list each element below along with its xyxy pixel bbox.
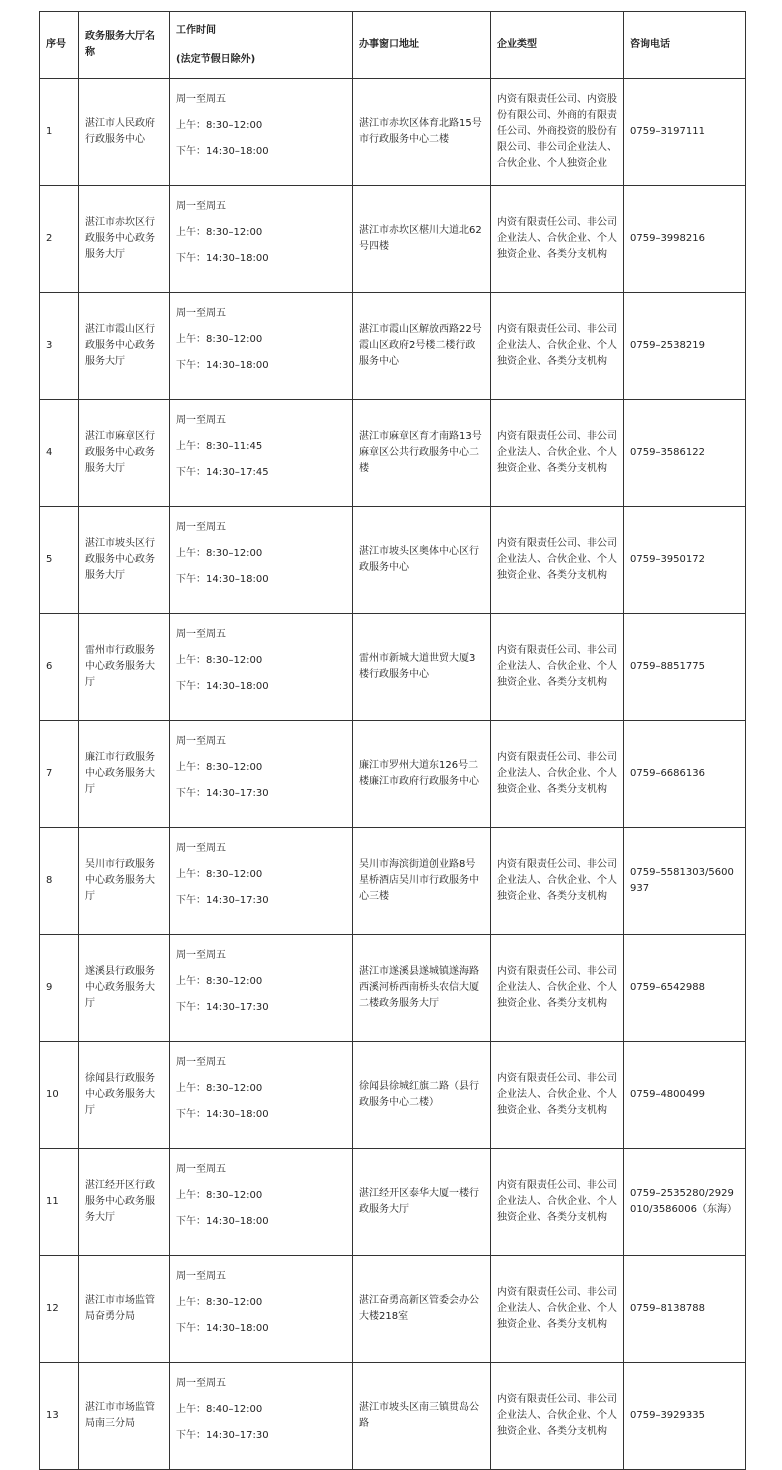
table-row (40, 828, 746, 935)
hours-am: 上午：8:30–12:00 (176, 976, 263, 987)
hours-am: 上午：8:30–12:00 (176, 869, 263, 880)
hours-pm: 下午：14:30–18:00 (176, 1323, 269, 1334)
cell-types: 内资有限责任公司、非公司企业法人、合伙企业、个人独资企业、各类分支机构 (491, 1256, 624, 1363)
cell-hours (170, 1149, 353, 1256)
hours-days: 周一至周五 (176, 522, 226, 533)
hours-days: 周一至周五 (176, 415, 226, 426)
cell-hall: 湛江市麻章区行政服务中心政务服务大厅 (79, 400, 170, 507)
cell-hall: 遂溪县行政服务中心政务服务大厅 (79, 935, 170, 1042)
cell-hours (170, 186, 353, 293)
cell-phone: 0759–2538219 (624, 293, 746, 400)
cell-address: 湛江市赤坎区体育北路15号市行政服务中心二楼 (353, 79, 491, 186)
cell-phone: 0759–8138788 (624, 1256, 746, 1363)
cell-hours (170, 293, 353, 400)
cell-no: 1 (40, 79, 79, 186)
table-row (40, 1042, 746, 1149)
cell-types: 内资有限责任公司、非公司企业法人、合伙企业、个人独资企业、各类分支机构 (491, 507, 624, 614)
cell-address: 湛江经开区泰华大厦一楼行政服务大厅 (353, 1149, 491, 1256)
cell-types: 内资有限责任公司、非公司企业法人、合伙企业、个人独资企业、各类分支机构 (491, 828, 624, 935)
hours-days: 周一至周五 (176, 736, 226, 747)
cell-address: 湛江市坡头区南三镇贯岛公路 (353, 1363, 491, 1470)
header-hours-title: 工作时间 (176, 25, 216, 36)
cell-hall: 湛江市赤坎区行政服务中心政务服务大厅 (79, 186, 170, 293)
hours-days: 周一至周五 (176, 950, 226, 961)
table-row (40, 721, 746, 828)
header-no: 序号 (40, 12, 79, 79)
hours-days: 周一至周五 (176, 94, 226, 105)
table-row (40, 186, 746, 293)
cell-no: 9 (40, 935, 79, 1042)
hours-pm: 下午：14:30–18:00 (176, 574, 269, 585)
table-row (40, 1256, 746, 1363)
cell-no: 8 (40, 828, 79, 935)
hours-pm: 下午：14:30–18:00 (176, 146, 269, 157)
cell-hall: 湛江市人民政府行政服务中心 (79, 79, 170, 186)
hours-pm: 下午：14:30–17:45 (176, 467, 269, 478)
hours-am: 上午：8:30–12:00 (176, 227, 263, 238)
hours-pm: 下午：14:30–17:30 (176, 1002, 269, 1013)
cell-hours (170, 507, 353, 614)
cell-phone: 0759–6686136 (624, 721, 746, 828)
cell-types: 内资有限责任公司、非公司企业法人、合伙企业、个人独资企业、各类分支机构 (491, 293, 624, 400)
header-phone: 咨询电话 (624, 12, 746, 79)
table-row (40, 79, 746, 186)
cell-hall: 湛江市市场监管局南三分局 (79, 1363, 170, 1470)
hours-days: 周一至周五 (176, 308, 226, 319)
hours-days: 周一至周五 (176, 843, 226, 854)
cell-phone: 0759–3950172 (624, 507, 746, 614)
cell-hall: 湛江市坡头区行政服务中心政务服务大厅 (79, 507, 170, 614)
table-row (40, 1149, 746, 1256)
cell-no: 10 (40, 1042, 79, 1149)
cell-types: 内资有限责任公司、非公司企业法人、合伙企业、个人独资企业、各类分支机构 (491, 1363, 624, 1470)
table-row (40, 935, 746, 1042)
header-hours (170, 12, 353, 79)
cell-address: 湛江市霞山区解放西路22号霞山区政府2号楼二楼行政服务中心 (353, 293, 491, 400)
cell-hall: 湛江经开区行政服务中心政务服务大厅 (79, 1149, 170, 1256)
table-header-row (40, 12, 746, 79)
cell-phone: 0759–3586122 (624, 400, 746, 507)
header-types: 企业类型 (491, 12, 624, 79)
cell-types: 内资有限责任公司、非公司企业法人、合伙企业、个人独资企业、各类分支机构 (491, 935, 624, 1042)
table-row (40, 507, 746, 614)
hours-am: 上午：8:30–12:00 (176, 548, 263, 559)
cell-hall: 廉江市行政服务中心政务服务大厅 (79, 721, 170, 828)
hours-am: 上午：8:30–11:45 (176, 441, 263, 452)
cell-hours (170, 1042, 353, 1149)
cell-no: 5 (40, 507, 79, 614)
cell-address: 湛江奋勇高新区管委会办公大楼218室 (353, 1256, 491, 1363)
hours-days: 周一至周五 (176, 1378, 226, 1389)
cell-address: 湛江市赤坎区椹川大道北62号四楼 (353, 186, 491, 293)
hours-am: 上午：8:30–12:00 (176, 1190, 263, 1201)
cell-types: 内资有限责任公司、非公司企业法人、合伙企业、个人独资企业、各类分支机构 (491, 400, 624, 507)
cell-no: 7 (40, 721, 79, 828)
cell-no: 4 (40, 400, 79, 507)
cell-phone: 0759–4800499 (624, 1042, 746, 1149)
cell-address: 吴川市海滨街道创业路8号星桥酒店吴川市行政服务中心三楼 (353, 828, 491, 935)
hours-am: 上午：8:30–12:00 (176, 655, 263, 666)
cell-phone: 0759–3929335 (624, 1363, 746, 1470)
cell-hours (170, 1256, 353, 1363)
cell-address: 廉江市罗州大道东126号二楼廉江市政府行政服务中心 (353, 721, 491, 828)
hours-am: 上午：8:30–12:00 (176, 334, 263, 345)
cell-hall: 湛江市霞山区行政服务中心政务服务大厅 (79, 293, 170, 400)
hours-days: 周一至周五 (176, 1271, 226, 1282)
cell-phone: 0759–3197111 (624, 79, 746, 186)
header-hours-note: (法定节假日除外) (176, 54, 256, 65)
header-address: 办事窗口地址 (353, 12, 491, 79)
cell-hours (170, 614, 353, 721)
table-row (40, 400, 746, 507)
hours-pm: 下午：14:30–17:30 (176, 895, 269, 906)
hours-days: 周一至周五 (176, 1057, 226, 1068)
hours-pm: 下午：14:30–17:30 (176, 788, 269, 799)
cell-hours (170, 1363, 353, 1470)
hours-days: 周一至周五 (176, 1164, 226, 1175)
hours-am: 上午：8:30–12:00 (176, 1297, 263, 1308)
cell-types: 内资有限责任公司、非公司企业法人、合伙企业、个人独资企业、各类分支机构 (491, 721, 624, 828)
hours-am: 上午：8:40–12:00 (176, 1404, 263, 1415)
cell-hall: 湛江市市场监管局奋勇分局 (79, 1256, 170, 1363)
cell-no: 13 (40, 1363, 79, 1470)
hours-days: 周一至周五 (176, 629, 226, 640)
cell-no: 12 (40, 1256, 79, 1363)
table-row (40, 1363, 746, 1470)
cell-hours (170, 400, 353, 507)
hours-am: 上午：8:30–12:00 (176, 1083, 263, 1094)
hours-pm: 下午：14:30–18:00 (176, 360, 269, 371)
cell-phone: 0759–8851775 (624, 614, 746, 721)
cell-phone: 0759–2535280/2929010/3586006（东海） (624, 1149, 746, 1256)
cell-address: 湛江市遂溪县遂城镇遂海路西溪河桥西南桥头农信大厦二楼政务服务大厅 (353, 935, 491, 1042)
cell-types: 内资有限责任公司、非公司企业法人、合伙企业、个人独资企业、各类分支机构 (491, 1042, 624, 1149)
cell-address: 湛江市坡头区奥体中心区行政服务中心 (353, 507, 491, 614)
cell-no: 11 (40, 1149, 79, 1256)
cell-phone: 0759–6542988 (624, 935, 746, 1042)
cell-types: 内资有限责任公司、内资股份有限公司、外商的有限责任公司、外商投资的股份有限公司、非公司企业法人、合伙企业、个人独资企业 (491, 79, 624, 186)
cell-hours (170, 935, 353, 1042)
hours-pm: 下午：14:30–18:00 (176, 1216, 269, 1227)
cell-hall: 吴川市行政服务中心政务服务大厅 (79, 828, 170, 935)
hours-am: 上午：8:30–12:00 (176, 120, 263, 131)
cell-address: 湛江市麻章区育才南路13号麻章区公共行政服务中心二楼 (353, 400, 491, 507)
table-row (40, 293, 746, 400)
cell-types: 内资有限责任公司、非公司企业法人、合伙企业、个人独资企业、各类分支机构 (491, 614, 624, 721)
header-hall: 政务服务大厅名称 (79, 12, 170, 79)
cell-no: 3 (40, 293, 79, 400)
cell-phone: 0759–3998216 (624, 186, 746, 293)
cell-address: 雷州市新城大道世贸大厦3楼行政服务中心 (353, 614, 491, 721)
hours-pm: 下午：14:30–18:00 (176, 253, 269, 264)
cell-hours (170, 721, 353, 828)
cell-types: 内资有限责任公司、非公司企业法人、合伙企业、个人独资企业、各类分支机构 (491, 1149, 624, 1256)
cell-hall: 雷州市行政服务中心政务服务大厅 (79, 614, 170, 721)
service-hall-table-container (39, 11, 745, 1470)
cell-no: 2 (40, 186, 79, 293)
cell-no: 6 (40, 614, 79, 721)
table-row (40, 614, 746, 721)
cell-types: 内资有限责任公司、非公司企业法人、合伙企业、个人独资企业、各类分支机构 (491, 186, 624, 293)
hours-days: 周一至周五 (176, 201, 226, 212)
service-hall-table (39, 11, 746, 1470)
hours-pm: 下午：14:30–18:00 (176, 681, 269, 692)
cell-hours (170, 79, 353, 186)
hours-pm: 下午：14:30–18:00 (176, 1109, 269, 1120)
cell-address: 徐闻县徐城红旗二路（县行政服务中心二楼） (353, 1042, 491, 1149)
cell-phone: 0759–5581303/5600937 (624, 828, 746, 935)
cell-hall: 徐闻县行政服务中心政务服务大厅 (79, 1042, 170, 1149)
hours-am: 上午：8:30–12:00 (176, 762, 263, 773)
hours-pm: 下午：14:30–17:30 (176, 1430, 269, 1441)
cell-hours (170, 828, 353, 935)
